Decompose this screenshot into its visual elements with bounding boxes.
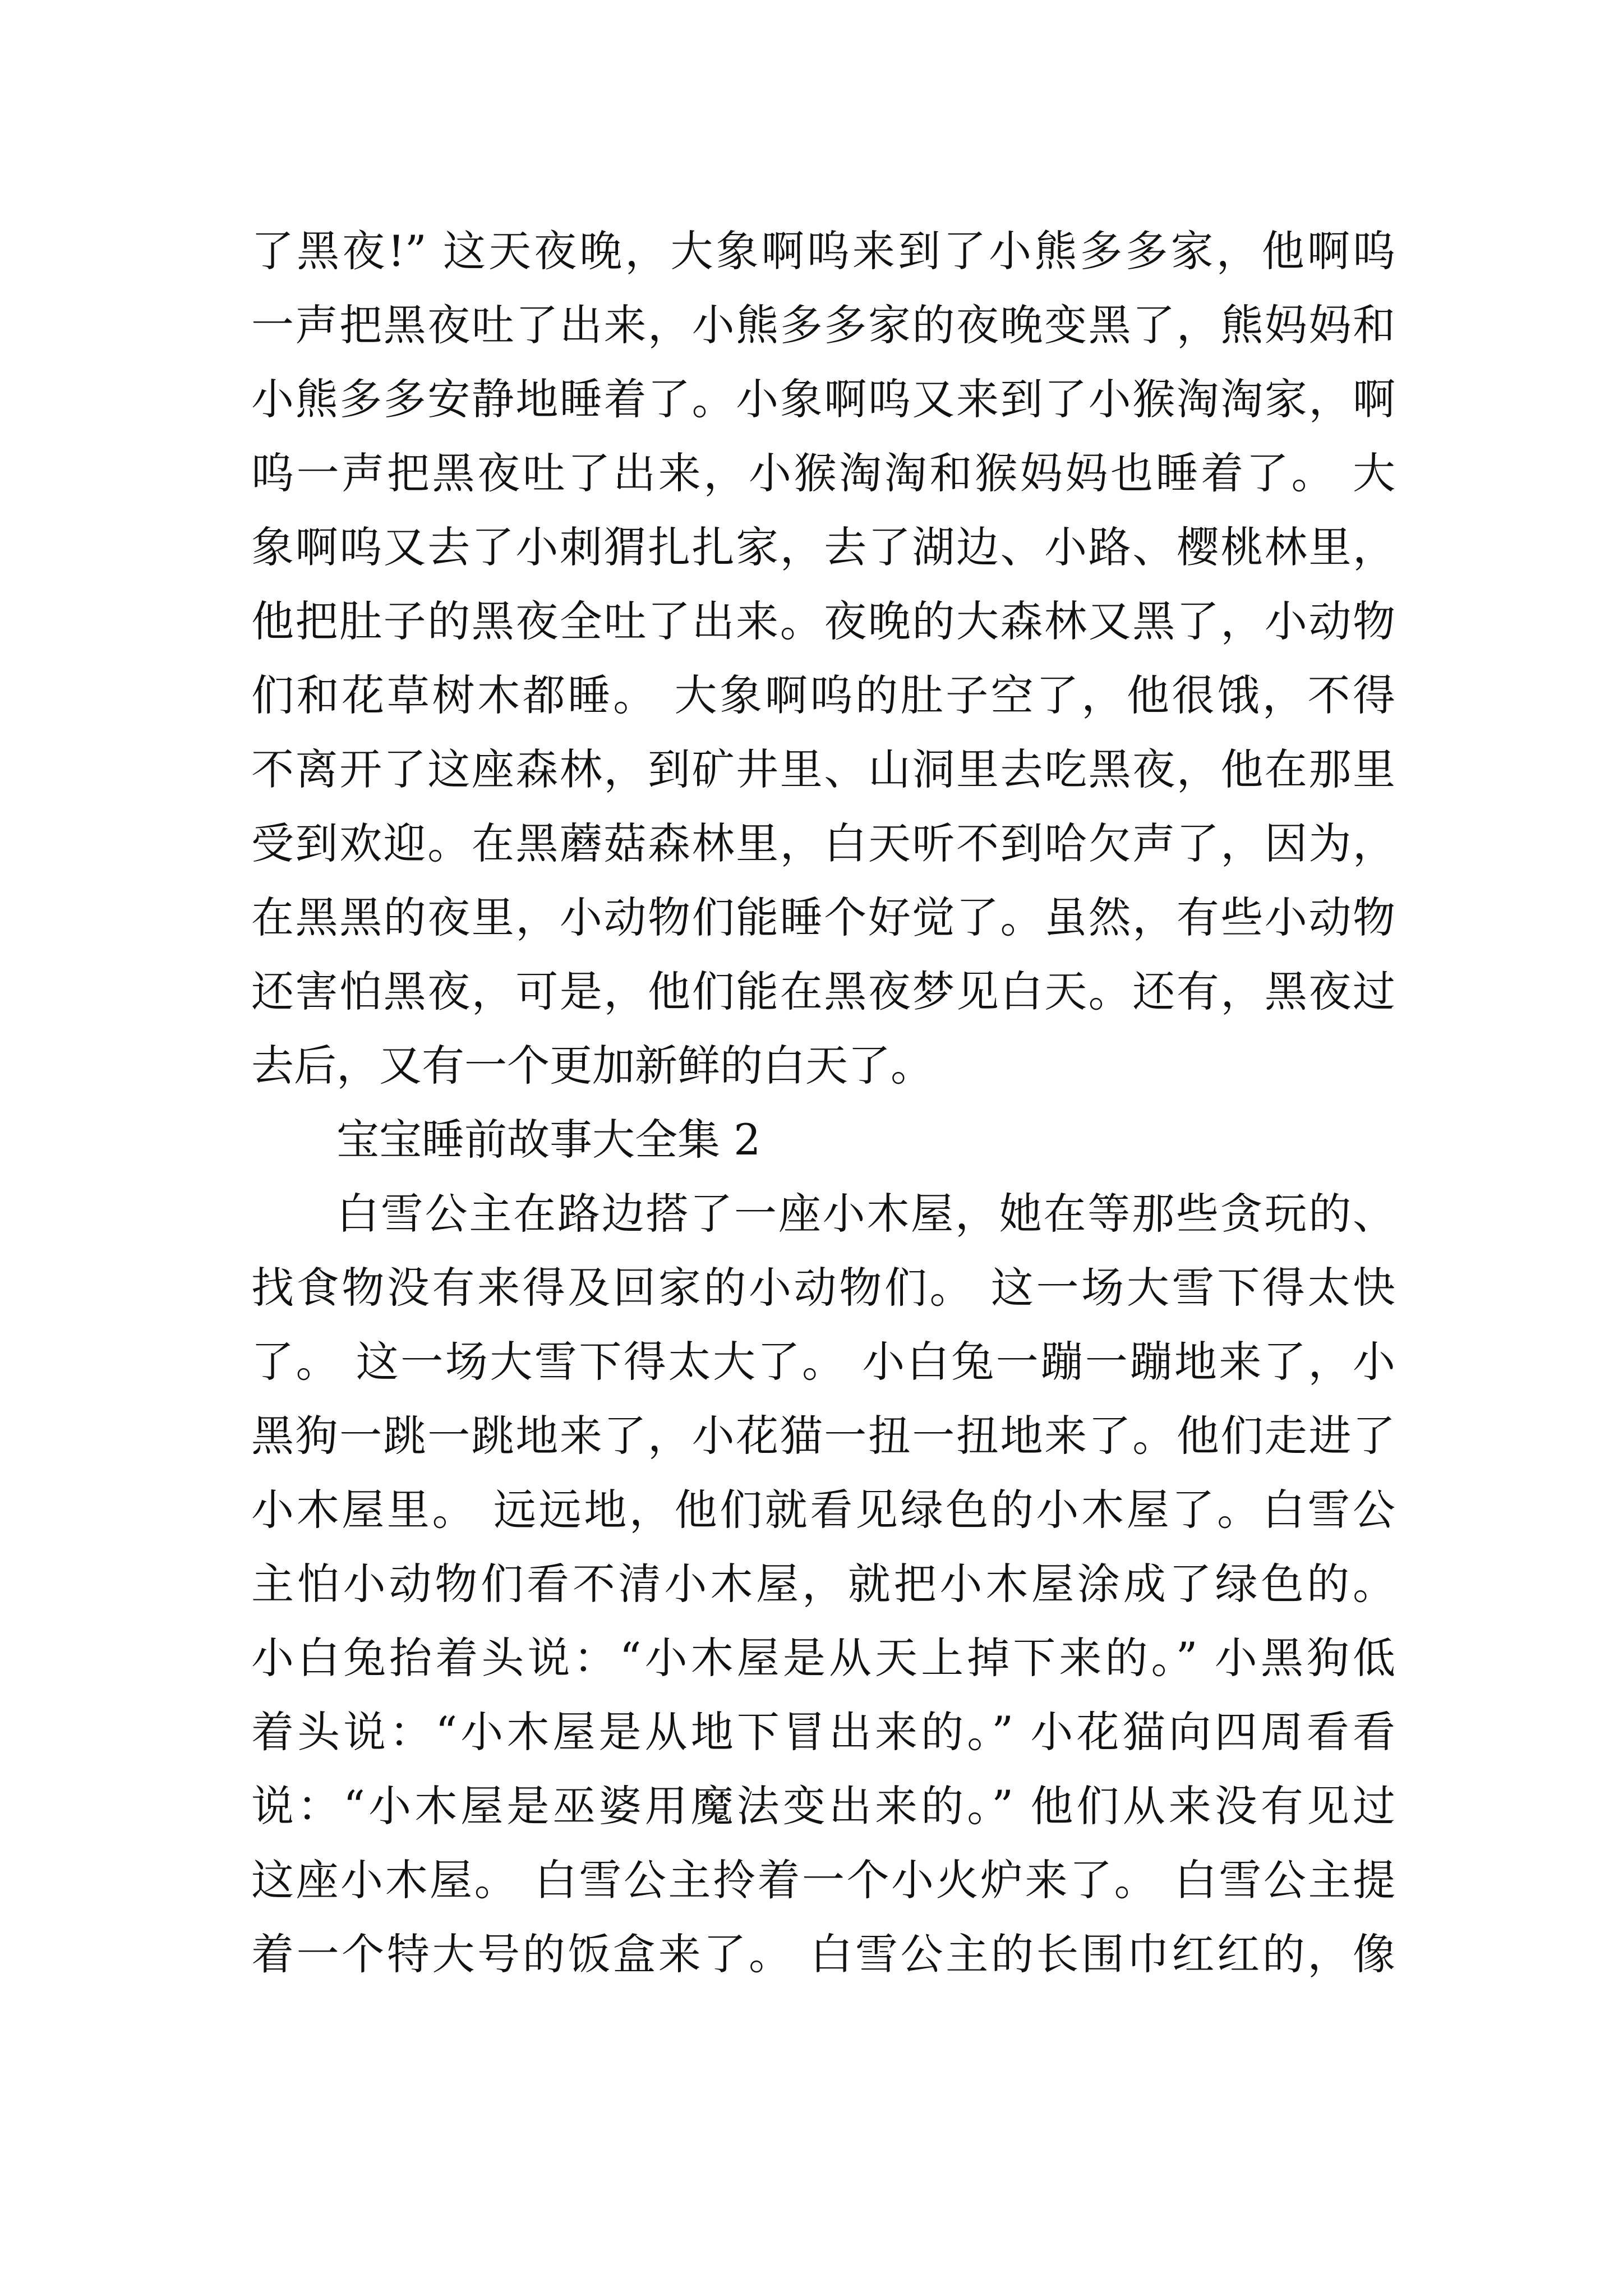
text-line: 他把肚子的黑夜全吐了出来。夜晚的大森林又黑了，小动物 (251, 596, 1395, 646)
text-line: 黑狗一跳一跳地来了，小花猫一扭一扭地来了。他们走进了 (251, 1411, 1395, 1461)
text-line: 这座小木屋。 白雪公主拎着一个小火炉来了。 白雪公主提 (251, 1855, 1395, 1905)
text-line: 在黑黑的夜里，小动物们能睡个好觉了。虽然，有些小动物 (251, 892, 1395, 942)
text-line: 小木屋里。 远远地，他们就看见绿色的小木屋了。白雪公 (251, 1485, 1395, 1535)
text-line: 小白兔抬着头说：“小木屋是从天上掉下来的。” 小黑狗低 (251, 1633, 1395, 1683)
text-line: 们和花草树木都睡。 大象啊呜的肚子空了，他很饿，不得 (251, 670, 1395, 720)
text-line: 主怕小动物们看不清小木屋，就把小木屋涂成了绿色的。 (251, 1559, 1395, 1609)
text-line: 着一个特大号的饭盒来了。 白雪公主的长围巾红红的，像 (251, 1929, 1395, 1979)
text-line: 找食物没有来得及回家的小动物们。 这一场大雪下得太快 (251, 1263, 1395, 1313)
text-line: 受到欢迎。在黑蘑菇森林里，白天听不到哈欠声了，因为， (251, 818, 1395, 868)
text-line: 还害怕黑夜，可是，他们能在黑夜梦见白天。还有，黑夜过 (251, 967, 1395, 1016)
text-line: 不离开了这座森林，到矿井里、山洞里去吃黑夜，他在那里 (251, 744, 1395, 794)
text-line: 说：“小木屋是巫婆用魔法变出来的。” 他们从来没有见过 (251, 1781, 1395, 1831)
section-heading: 宝宝睡前故事大全集 2 (336, 1115, 761, 1165)
text-line: 着头说：“小木屋是从地下冒出来的。” 小花猫向四周看看 (251, 1707, 1395, 1757)
text-line: 白雪公主在路边搭了一座小木屋，她在等那些贪玩的、 (336, 1189, 1395, 1239)
text-line: 小熊多多安静地睡着了。小象啊呜又来到了小猴淘淘家，啊 (251, 374, 1395, 424)
text-line: 一声把黑夜吐了出来，小熊多多家的夜晚变黑了，熊妈妈和 (251, 300, 1395, 350)
text-line: 象啊呜又去了小刺猬扎扎家，去了湖边、小路、樱桃林里， (251, 522, 1395, 572)
text-line: 呜一声把黑夜吐了出来，小猴淘淘和猴妈妈也睡着了。 大 (251, 448, 1395, 498)
text-line: 了黑夜!” 这天夜晚，大象啊呜来到了小熊多多家，他啊呜 (251, 226, 1395, 276)
text-line: 了。 这一场大雪下得太大了。 小白兔一蹦一蹦地来了，小 (251, 1337, 1395, 1387)
text-line: 去后，又有一个更加新鲜的白天了。 (251, 1041, 933, 1091)
